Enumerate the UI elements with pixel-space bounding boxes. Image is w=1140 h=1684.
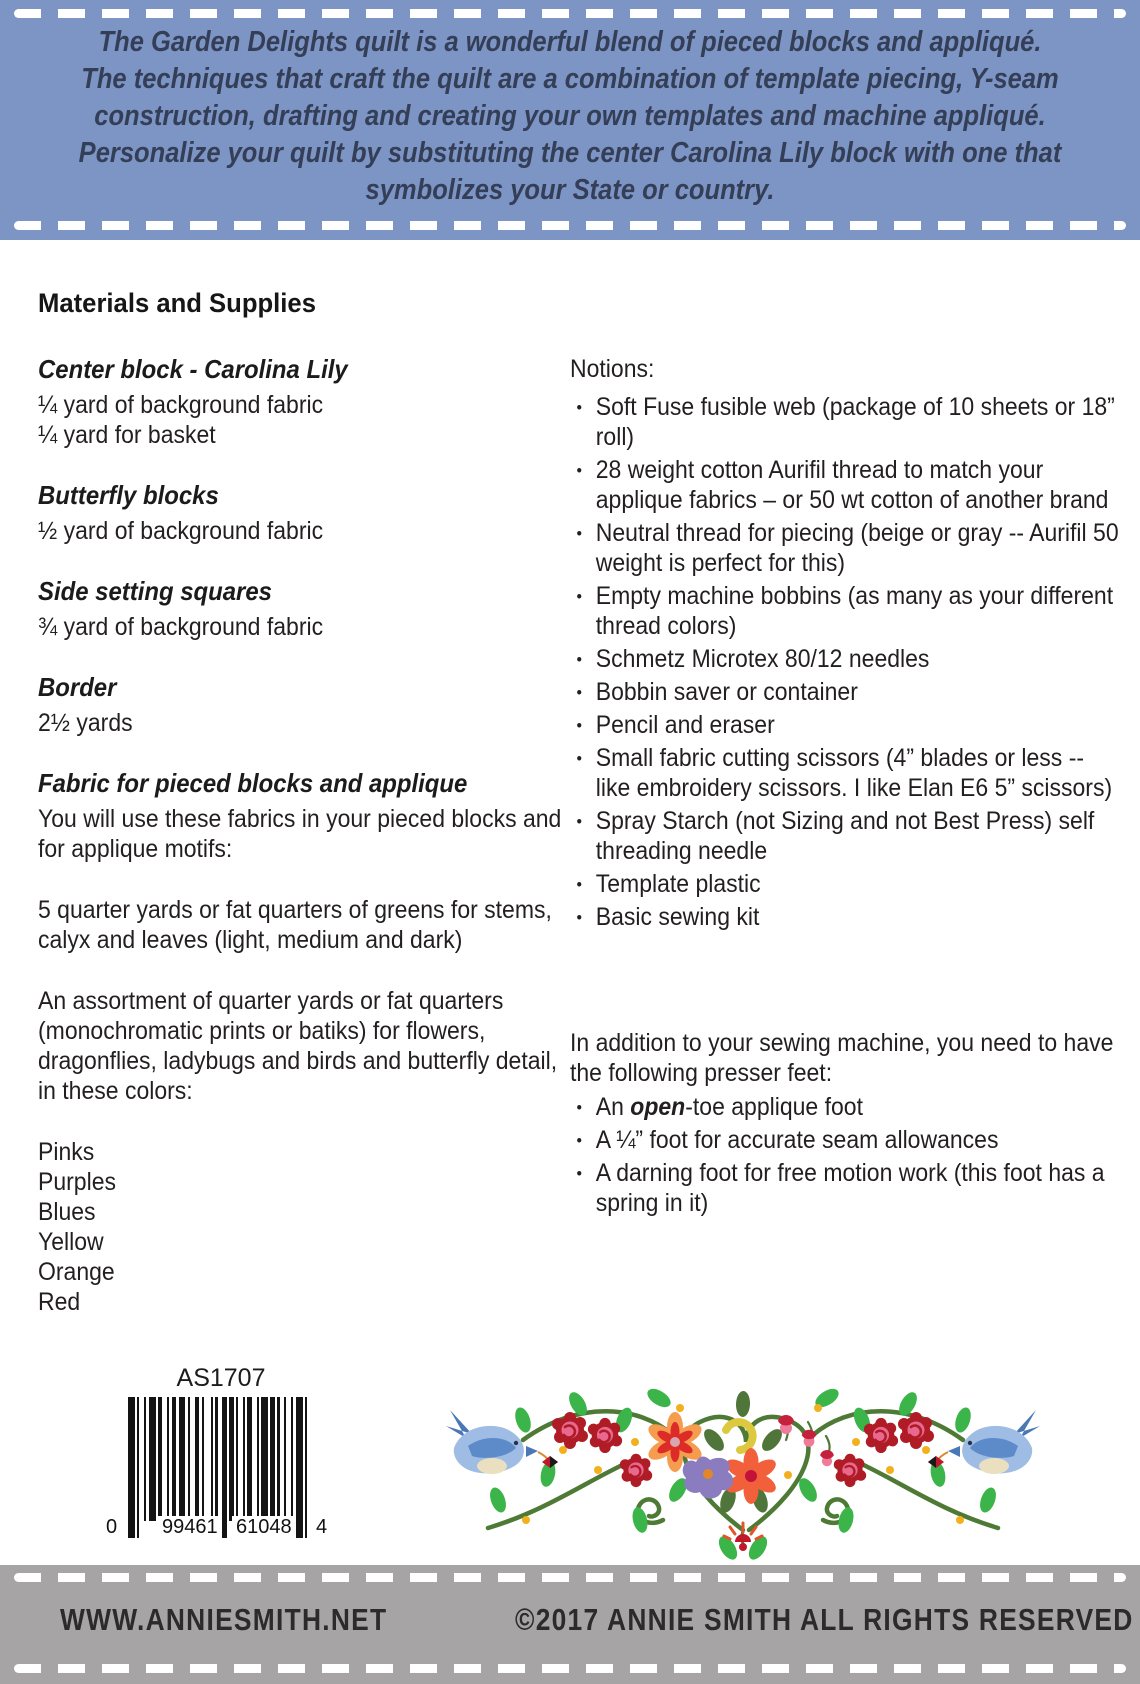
banner-text bbox=[0, 24, 1140, 209]
section-title: Center block - Carolina Lily bbox=[38, 354, 348, 384]
notions-heading: Notions: bbox=[570, 355, 655, 383]
banner-line: construction, drafting and creating your own templates and machine appliqué. bbox=[94, 100, 1046, 132]
presser-feet-item bbox=[570, 1125, 1122, 1155]
section-title: Fabric for pieced blocks and applique bbox=[38, 768, 468, 798]
bluebird-right-icon bbox=[928, 1410, 1040, 1474]
banner-line: Personalize your quilt by substituting the center Carolina Lily block with one that bbox=[78, 137, 1062, 169]
banner-dashed-border-top bbox=[14, 9, 1126, 18]
banner-line: The techniques that craft the quilt are a combination of template piecing, Y-seam bbox=[81, 63, 1059, 95]
notions-item: • Soft Fuse fusible web (package of 10 sheets or 18” roll) bbox=[570, 392, 1122, 452]
materials-section bbox=[38, 576, 572, 642]
section-paragraph: 5 quarter yards or fat quarters of greens for stems, calyx and leaves (light, medium and dark) bbox=[38, 896, 552, 954]
notions-item: • Template plastic bbox=[570, 869, 1122, 899]
barcode-digit-group: 4 bbox=[316, 1516, 328, 1538]
presser-feet-item bbox=[570, 1092, 1122, 1122]
bluebird-left-icon bbox=[446, 1410, 558, 1474]
notions-item: • Spray Starch (not Sizing and not Best Press) self threading needle bbox=[570, 806, 1122, 866]
notions-item: • Schmetz Microtex 80/12 needles bbox=[570, 644, 1122, 674]
section-line: Blues bbox=[38, 1198, 96, 1226]
barcode-bar bbox=[179, 1397, 186, 1521]
section-title: Border bbox=[38, 672, 117, 702]
intro-banner bbox=[0, 0, 1140, 240]
materials-section bbox=[38, 672, 572, 738]
section-line: ½ yard of background fabric bbox=[38, 517, 324, 545]
barcode-bar bbox=[261, 1397, 268, 1521]
text-segment: -toe applique foot bbox=[685, 1093, 863, 1121]
barcode-digit-group: 99461 bbox=[158, 1516, 222, 1538]
notions-item: • Bobbin saver or container bbox=[570, 677, 1122, 707]
banner-line: symbolizes your State or country. bbox=[365, 174, 775, 206]
barcode-bar bbox=[296, 1397, 303, 1538]
copyright-text: ©2017 ANNIE SMITH ALL RIGHTS RESERVED bbox=[515, 1602, 1134, 1637]
banner-dashed-border-bottom bbox=[14, 221, 1126, 230]
materials-right-column bbox=[570, 354, 1122, 1221]
section-line: Orange bbox=[38, 1258, 115, 1286]
section-line: ¾ yard of background fabric bbox=[38, 613, 324, 641]
text-segment: An bbox=[595, 1093, 631, 1121]
product-code-label: AS1707 bbox=[176, 1364, 266, 1392]
text-segment: open bbox=[630, 1093, 686, 1121]
barcode-bar bbox=[128, 1397, 135, 1538]
barcode-block bbox=[100, 1364, 350, 1564]
barcode-digit-group: 0 bbox=[106, 1516, 118, 1538]
footer-dashed-border-top bbox=[14, 1573, 1126, 1582]
section-line: Purples bbox=[38, 1168, 116, 1196]
section-line: Pinks bbox=[38, 1138, 95, 1166]
materials-heading: Materials and Supplies bbox=[38, 288, 316, 319]
presser-feet-list bbox=[570, 1092, 1122, 1218]
section-line: ¼ yard for basket bbox=[38, 421, 216, 449]
barcode-bar bbox=[305, 1397, 307, 1538]
text-segment: A ¼” foot for accurate seam allowances bbox=[595, 1126, 999, 1154]
presser-feet-item bbox=[570, 1158, 1122, 1218]
section-line: Red bbox=[38, 1288, 81, 1316]
materials-section bbox=[38, 354, 572, 450]
section-paragraph: You will use these fabrics in your pieced blocks and for applique motifs: bbox=[38, 805, 562, 863]
notions-item: • Empty machine bobbins (as many as your different thread colors) bbox=[570, 581, 1122, 641]
notions-item: • 28 weight cotton Aurifil thread to match your applique fabrics – or 50 wt cotton of another brand bbox=[570, 455, 1122, 515]
barcode-bar bbox=[149, 1397, 156, 1521]
section-line: 2½ yards bbox=[38, 709, 133, 737]
materials-left-column bbox=[38, 354, 572, 1347]
notions-item: • Neutral thread for piecing (beige or gray -- Aurifil 50 weight is perfect for this) bbox=[570, 518, 1122, 578]
notions-list bbox=[570, 392, 1122, 932]
website-url: WWW.ANNIESMITH.NET bbox=[60, 1602, 388, 1637]
section-line: Yellow bbox=[38, 1228, 104, 1256]
notions-item: • Pencil and eraser bbox=[570, 710, 1122, 740]
notions-item: • Basic sewing kit bbox=[570, 902, 1122, 932]
notions-item: • Small fabric cutting scissors (4” blades or less -- like embroidery scissors. I like Elan E6 5” scissors) bbox=[570, 743, 1122, 803]
barcode-digit-group: 61048 bbox=[232, 1516, 296, 1538]
footer-dashed-border-bottom bbox=[14, 1664, 1126, 1673]
presser-feet-intro: In addition to your sewing machine, you need to have the following presser feet: bbox=[570, 1029, 1114, 1087]
floral-border-artwork bbox=[428, 1378, 1058, 1560]
section-paragraph: An assortment of quarter yards or fat quarters (monochromatic prints or batiks) for flowers, dragonflies, ladybugs and birds and butterfly detail, in these colors: bbox=[38, 987, 558, 1105]
section-line: ¼ yard of background fabric bbox=[38, 391, 324, 419]
section-title: Butterfly blocks bbox=[38, 480, 219, 510]
barcode-bar bbox=[204, 1397, 211, 1521]
materials-section bbox=[38, 480, 572, 546]
section-title: Side setting squares bbox=[38, 576, 272, 606]
text-segment: A darning foot for free motion work (this foot has a spring in it) bbox=[595, 1159, 1105, 1217]
banner-line: The Garden Delights quilt is a wonderful blend of pieced blocks and appliqué. bbox=[98, 26, 1042, 58]
materials-section bbox=[38, 768, 572, 1317]
